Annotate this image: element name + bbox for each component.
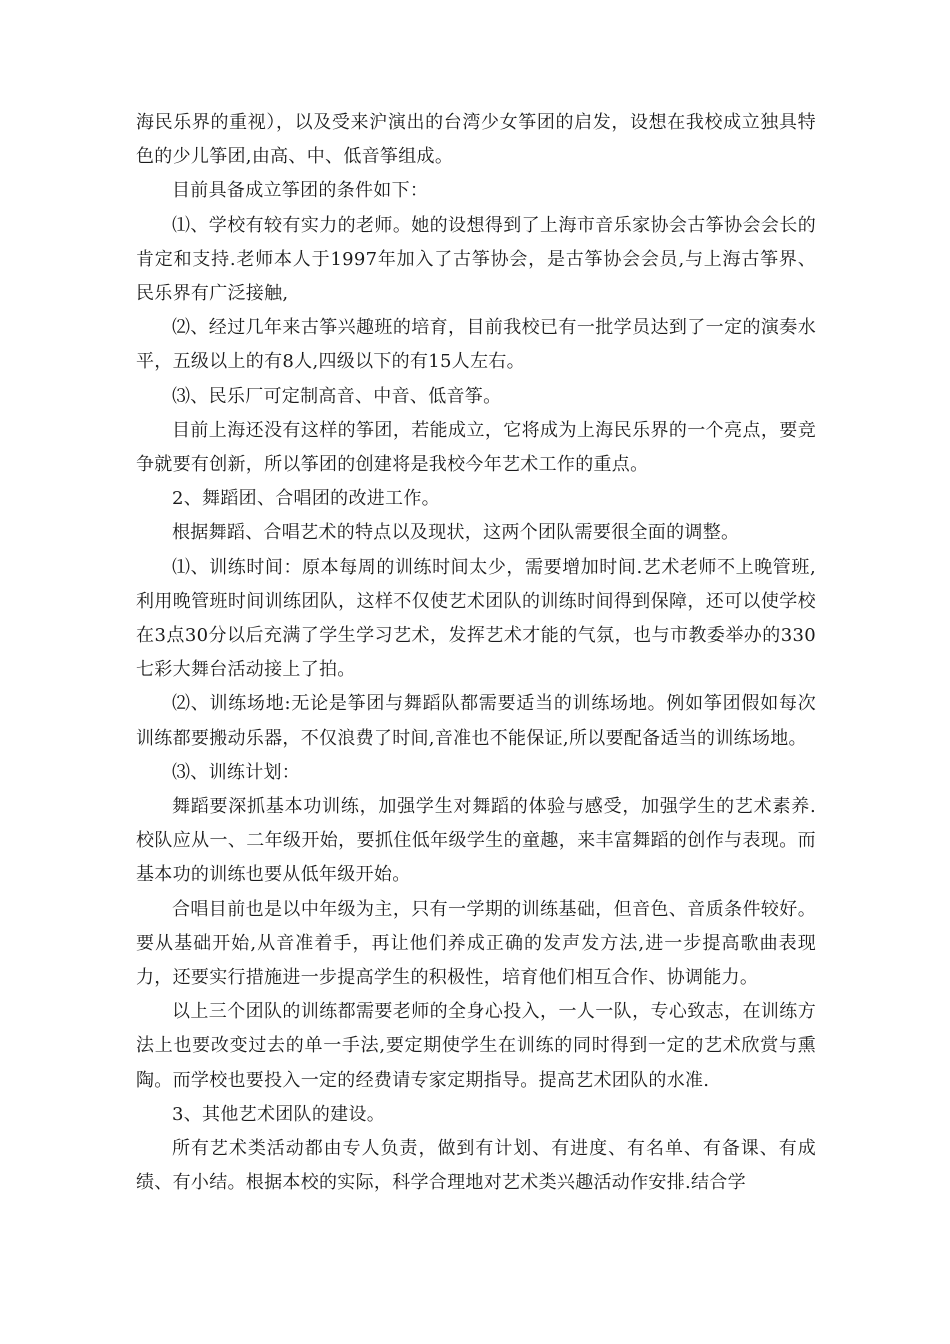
- paragraph: ⑵、经过几年来古筝兴趣班的培育，目前我校已有一批学员达到了一定的演奏水平，五级以上的有8人,四级以下的有15人左右。: [136, 317, 816, 373]
- paragraph: 海民乐界的重视），以及受来沪演出的台湾少女筝团的启发，设想在我校成立独具特色的少儿筝团,由高、中、低音筝组成。: [136, 112, 816, 168]
- paragraph: 舞蹈要深抓基本功训练，加强学生对舞蹈的体验与感受，加强学生的艺术素养.校队应从一、二年级开始，要抓住低年级学生的童趣，来丰富舞蹈的创作与表现。而基本功的训练也要从低年级开始。: [136, 796, 816, 886]
- paragraph: ⑵、训练场地:无论是筝团与舞蹈队都需要适当的训练场地。例如筝团假如每次训练都要搬动乐器，不仅浪费了时间,音准也不能保证,所以要配备适当的训练场地。: [136, 693, 816, 749]
- paragraph: 2、舞蹈团、合唱团的改进工作。: [172, 488, 440, 510]
- paragraph: ⑶、训练计划：: [172, 761, 301, 783]
- paragraph: 3、其他艺术团队的建设。: [172, 1103, 386, 1125]
- paragraph: ⑶、民乐厂可定制高音、中音、低音筝。: [172, 385, 502, 407]
- paragraph: 所有艺术类活动都由专人负责，做到有计划、有进度、有名单、有备课、有成绩、有小结。根据本校的实际，科学合理地对艺术类兴趣活动作安排.结合学: [136, 1138, 816, 1194]
- paragraph: 合唱目前也是以中年级为主，只有一学期的训练基础，但音色、音质条件较好。要从基础开始,从音准着手，再让他们养成正确的发声发方法,进一步提高歌曲表现力，还要实行措施进一步提高学生的积极性，培育他们相互合作、协调能力。: [136, 898, 816, 989]
- paragraph: 以上三个团队的训练都需要老师的全身心投入，一人一队，专心致志，在训练方法上也要改变过去的单一手法,要定期使学生在训练的同时得到一定的艺术欣赏与熏陶。而学校也要投入一定的经费请专家定期指导。提高艺术团队的水准.: [136, 1001, 816, 1091]
- paragraph: ⑴、学校有较有实力的老师。她的设想得到了上海市音乐家协会古筝协会会长的肯定和支持.老师本人于1997年加入了古筝协会，是古筝协会会员,与上海古筝界、民乐界有广泛接触,: [136, 214, 816, 305]
- paragraph: 目前上海还没有这样的筝团，若能成立，它将成为上海民乐界的一个亮点，要竞争就要有创新，所以筝团的创建将是我校今年艺术工作的重点。: [136, 419, 816, 476]
- document-body: [136, 106, 816, 1201]
- paragraph: 目前具备成立筝团的条件如下：: [172, 180, 429, 202]
- paragraph: ⑴、训练时间：原本每周的训练时间太少，需要增加时间.艺术老师不上晚管班,利用晚管班时间训练团队，这样不仅使艺术团队的训练时间得到保障，还可以使学校在3点30分以后充满了学生学习艺术，发挥艺术才能的气氛，也与市教委举办的330七彩大舞台活动接上了拍。: [136, 556, 816, 681]
- paragraph: 根据舞蹈、合唱艺术的特点以及现状，这两个团队需要很全面的调整。: [172, 522, 740, 544]
